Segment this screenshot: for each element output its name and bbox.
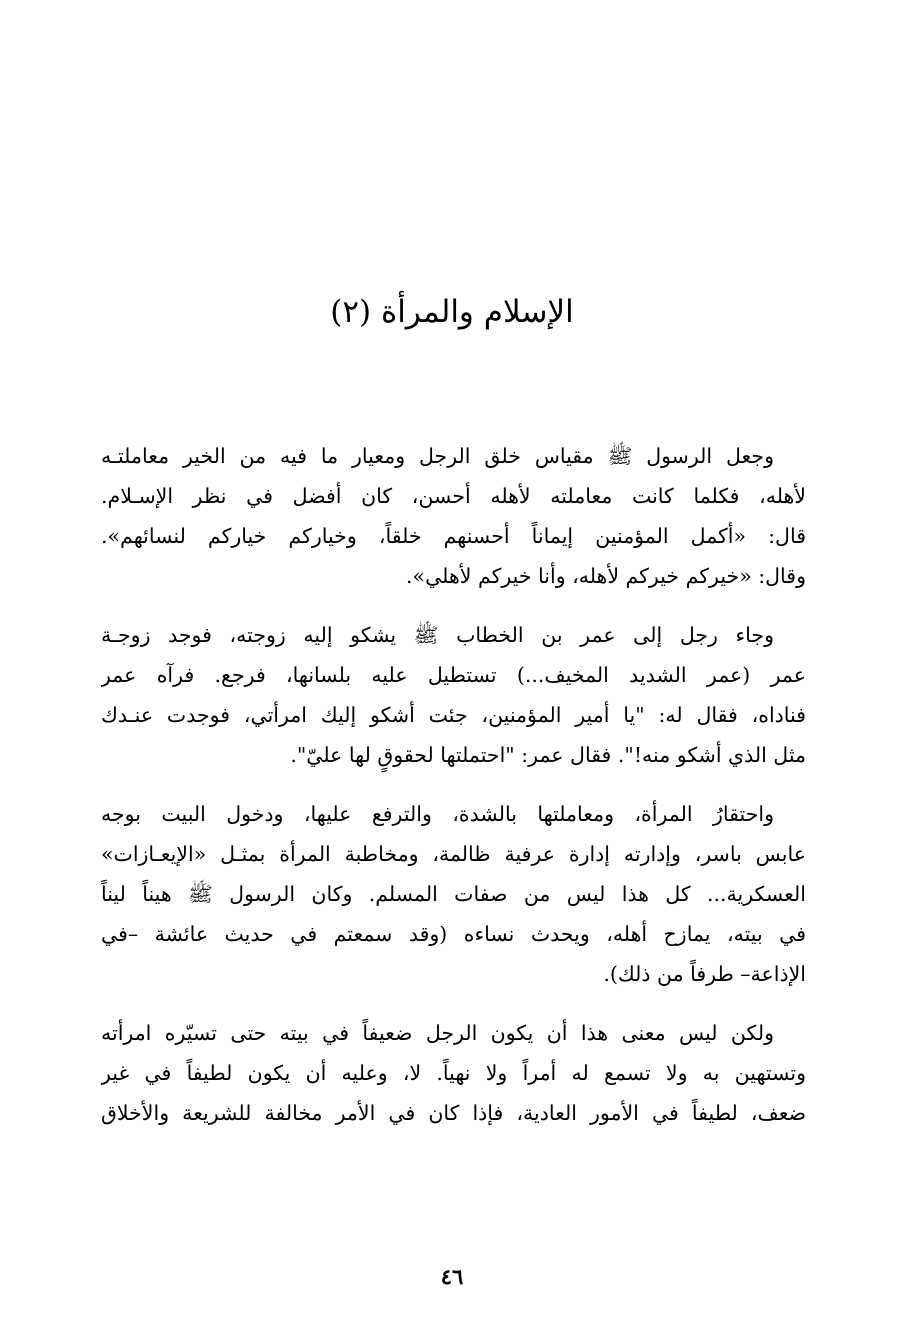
text-line: وجعل الرسول ﷺ مقياس خلق الرجل ومعيار ما فيه من الخير معاملتـه: [101, 444, 774, 468]
paragraph-1: [101, 436, 806, 596]
text-line: مثل الذي أشكو منه!". فقال عمر: "احتملتها لحقوقٍ لها عليّ".: [290, 743, 806, 767]
text-line: ولكن ليس معنى هذا أن يكون الرجل ضعيفاً في بيته حتى تسيّره امرأته: [101, 1021, 774, 1045]
text-line: ضعف، لطيفاً في الأمور العادية، فإذا كان في الأمر مخالفة للشريعة والأخلاق: [101, 1101, 806, 1125]
paragraph-4: [101, 1013, 806, 1133]
text-line: عمر (عمر الشديد المخيف...) تستطيل عليه بلسانها، فرجع. فرآه عمر: [101, 663, 806, 687]
page-title: الإسلام والمرأة (٢): [330, 294, 574, 330]
text-line: وقال: «خيركم خيركم لأهله، وأنا خيركم لأهلي».: [406, 564, 806, 588]
text-line: الإذاعة– طرفاً من ذلك).: [603, 962, 806, 986]
paragraph-2: [101, 615, 806, 775]
text-line: لأهله، فكلما كانت معاملته لأهله أحسن، كان أفضل في نظر الإسـلام.: [101, 484, 806, 508]
text-line: وجاء رجل إلى عمر بن الخطاب ﷺ يشكو إليه زوجته، فوجد زوجـة: [101, 623, 774, 647]
text-line: فناداه، فقال له: "يا أمير المؤمنين، جئت أشكو إليك امرأتي، فوجدت عنـدك: [101, 703, 806, 727]
text-line: واحتقارُ المرأة، ومعاملتها بالشدة، والترفع عليها، ودخول البيت بوجه: [101, 802, 774, 826]
text-line: قال: «أكمل المؤمنين إيماناً أحسنهم خلقاً، وخياركم خياركم لنسائهم».: [101, 524, 806, 548]
text-line: العسكرية... كل هذا ليس من صفات المسلم. وكان الرسول ﷺ هيناً ليناً: [101, 882, 806, 906]
page-number: ٤٦: [440, 1264, 464, 1289]
paragraph-3: [101, 794, 806, 994]
text-line: في بيته، يمازح أهله، ويحدث نساءه (وقد سمعتم في حديث عائشة –في: [101, 922, 806, 946]
text-line: وتستهين به ولا تسمع له أمراً ولا نهياً. لا، وعليه أن يكون لطيفاً في غير: [101, 1061, 806, 1085]
text-line: عابس باسر، وإدارته إدارة عرفية ظالمة، ومخاطبة المرأة بمثـل «الإيعـازات»: [101, 842, 806, 866]
page-body: [101, 436, 806, 1152]
